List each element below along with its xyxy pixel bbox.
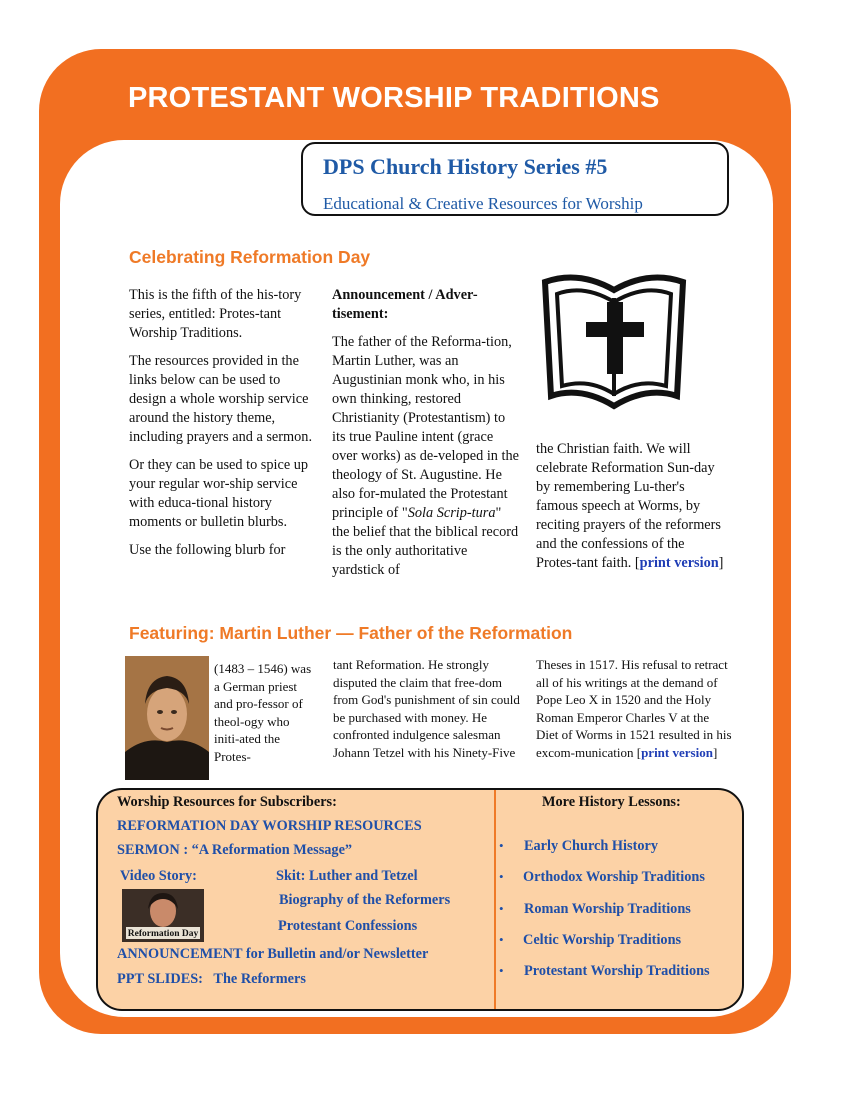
section-heading-luther: Featuring: Martin Luther — Father of the Reformation bbox=[129, 623, 573, 643]
lesson-link-early-church[interactable]: Early Church History bbox=[524, 838, 658, 854]
reformation-day-resources-link[interactable]: REFORMATION DAY WORSHIP RESOURCES bbox=[117, 818, 422, 834]
luther-bio-column-1 bbox=[214, 660, 316, 766]
luther-bio-column-2 bbox=[333, 656, 521, 762]
video-story-label: Video Story: bbox=[120, 868, 197, 884]
text: " the belief that the biblical record is the only authoritative yardstick of bbox=[332, 505, 519, 578]
paragraph: Or they can be used to spice up your regular wor-ship service with educa-tional history moments or bulletin blurbs. bbox=[129, 457, 309, 530]
paragraph: tant Reformation. He strongly disputed the claim that free-dom from God's punishment of sin could be purchased with money. He confronted indulgence salesman Johann Tetzel with his Ninety-Five bbox=[333, 657, 520, 760]
paragraph: The resources provided in the links below can be used to design a whole worship service around the history theme, including prayers and a sermon. bbox=[129, 353, 313, 445]
bullet-icon: • bbox=[499, 963, 504, 978]
paragraph: This is the fifth of the his-tory series, entitled: Protes-tant Worship Traditions. bbox=[129, 287, 302, 341]
series-box bbox=[301, 142, 729, 216]
print-version-link[interactable]: print version bbox=[641, 744, 713, 760]
section-heading-reformation-day: Celebrating Reformation Day bbox=[129, 247, 371, 267]
video-thumb-label: Reformation Day bbox=[127, 929, 199, 939]
text: The father of the Reforma-tion, Martin Luther, was an Augustinian monk who, in his own thinking, restored Christianity (Protestantism) to its true Pauline intent (grace over works) as de-veloped in the theology of St. Augustine. He also for-mulated the Protestant principle of " bbox=[332, 334, 519, 521]
ppt-reformers-link[interactable]: The Reformers bbox=[213, 971, 306, 987]
ppt-line bbox=[117, 971, 306, 988]
announcement-heading: Announcement / Adver-tisement: bbox=[332, 287, 478, 322]
text: the Christian faith. We will celebrate Reformation Sun-day by remembering Lu-ther's famous speech at Worms, by reciting prayers of the reformers and the confessions of the Protes-tant faith. bbox=[536, 441, 721, 571]
print-version-link[interactable]: print version bbox=[639, 555, 719, 571]
luther-bio-column-3 bbox=[536, 656, 732, 762]
article-column-3: the Christian faith. We will celebrate Reformation Sun-day by remembering Lu-ther's famous speech at Worms, by reciting prayers of the reformers and the confessions of the Protes-tant faith. [print version] bbox=[536, 441, 724, 571]
confessions-link[interactable]: Protestant Confessions bbox=[278, 918, 418, 934]
paragraph: Use the following blurb for bbox=[129, 542, 286, 558]
announcement-line bbox=[117, 946, 428, 963]
skit-link[interactable]: Skit: Luther and Tetzel bbox=[276, 868, 418, 884]
lessons-heading: More History Lessons: bbox=[542, 794, 681, 810]
text: Theses in 1517. His refusal to retract all of his writings at the demand of Pope Leo X in 1520 and the Holy Roman Emperor Charles V at the Diet of Worms in 1521 resulted in his excom-munication bbox=[536, 657, 732, 760]
lesson-link-roman[interactable]: Roman Worship Traditions bbox=[524, 901, 691, 917]
italic-text: Sola Scrip-tura bbox=[407, 505, 496, 521]
announcement-link[interactable]: ANNOUNCEMENT bbox=[117, 946, 243, 962]
divider bbox=[494, 790, 496, 1009]
lesson-link-orthodox[interactable]: Orthodox Worship Traditions bbox=[523, 869, 705, 885]
article-column-2 bbox=[332, 286, 520, 589]
paragraph: (1483 – 1546) was a German priest and pro-fessor of theol-ogy who initi-ated the Protes- bbox=[214, 661, 312, 764]
bullet-icon: • bbox=[499, 901, 504, 916]
lesson-link-celtic[interactable]: Celtic Worship Traditions bbox=[523, 932, 682, 948]
video-thumbnail[interactable] bbox=[122, 889, 204, 942]
series-title: DPS Church History Series #5 bbox=[323, 154, 608, 179]
resources-heading: Worship Resources for Subscribers: bbox=[117, 794, 337, 810]
page-title: PROTESTANT WORSHIP TRADITIONS bbox=[128, 82, 660, 114]
ppt-label: PPT SLIDES: bbox=[117, 971, 203, 987]
bullet-icon: • bbox=[499, 869, 504, 884]
article-column-1 bbox=[129, 286, 317, 569]
announcement-rest: for Bulletin and/or Newsletter bbox=[242, 946, 429, 962]
paragraph: Theses in 1517. His refusal to retract all of his writings at the demand of Pope Leo X in 1520 and the Holy Roman Emperor Charles V at the Diet of Worms in 1521 resulted in his excom-munication [print version] bbox=[536, 657, 732, 760]
open-bible-cross-icon bbox=[539, 268, 689, 418]
bullet-icon: • bbox=[499, 932, 504, 947]
series-subtitle: Educational & Creative Resources for Worship bbox=[323, 194, 643, 213]
sermon-link[interactable]: SERMON : “A Reformation Message” bbox=[117, 842, 353, 858]
lesson-link-protestant[interactable]: Protestant Worship Traditions bbox=[524, 963, 710, 979]
paragraph bbox=[332, 333, 520, 580]
biography-link[interactable]: Biography of the Reformers bbox=[279, 892, 451, 908]
martin-luther-portrait bbox=[125, 656, 209, 780]
bullet-icon: • bbox=[499, 838, 504, 853]
